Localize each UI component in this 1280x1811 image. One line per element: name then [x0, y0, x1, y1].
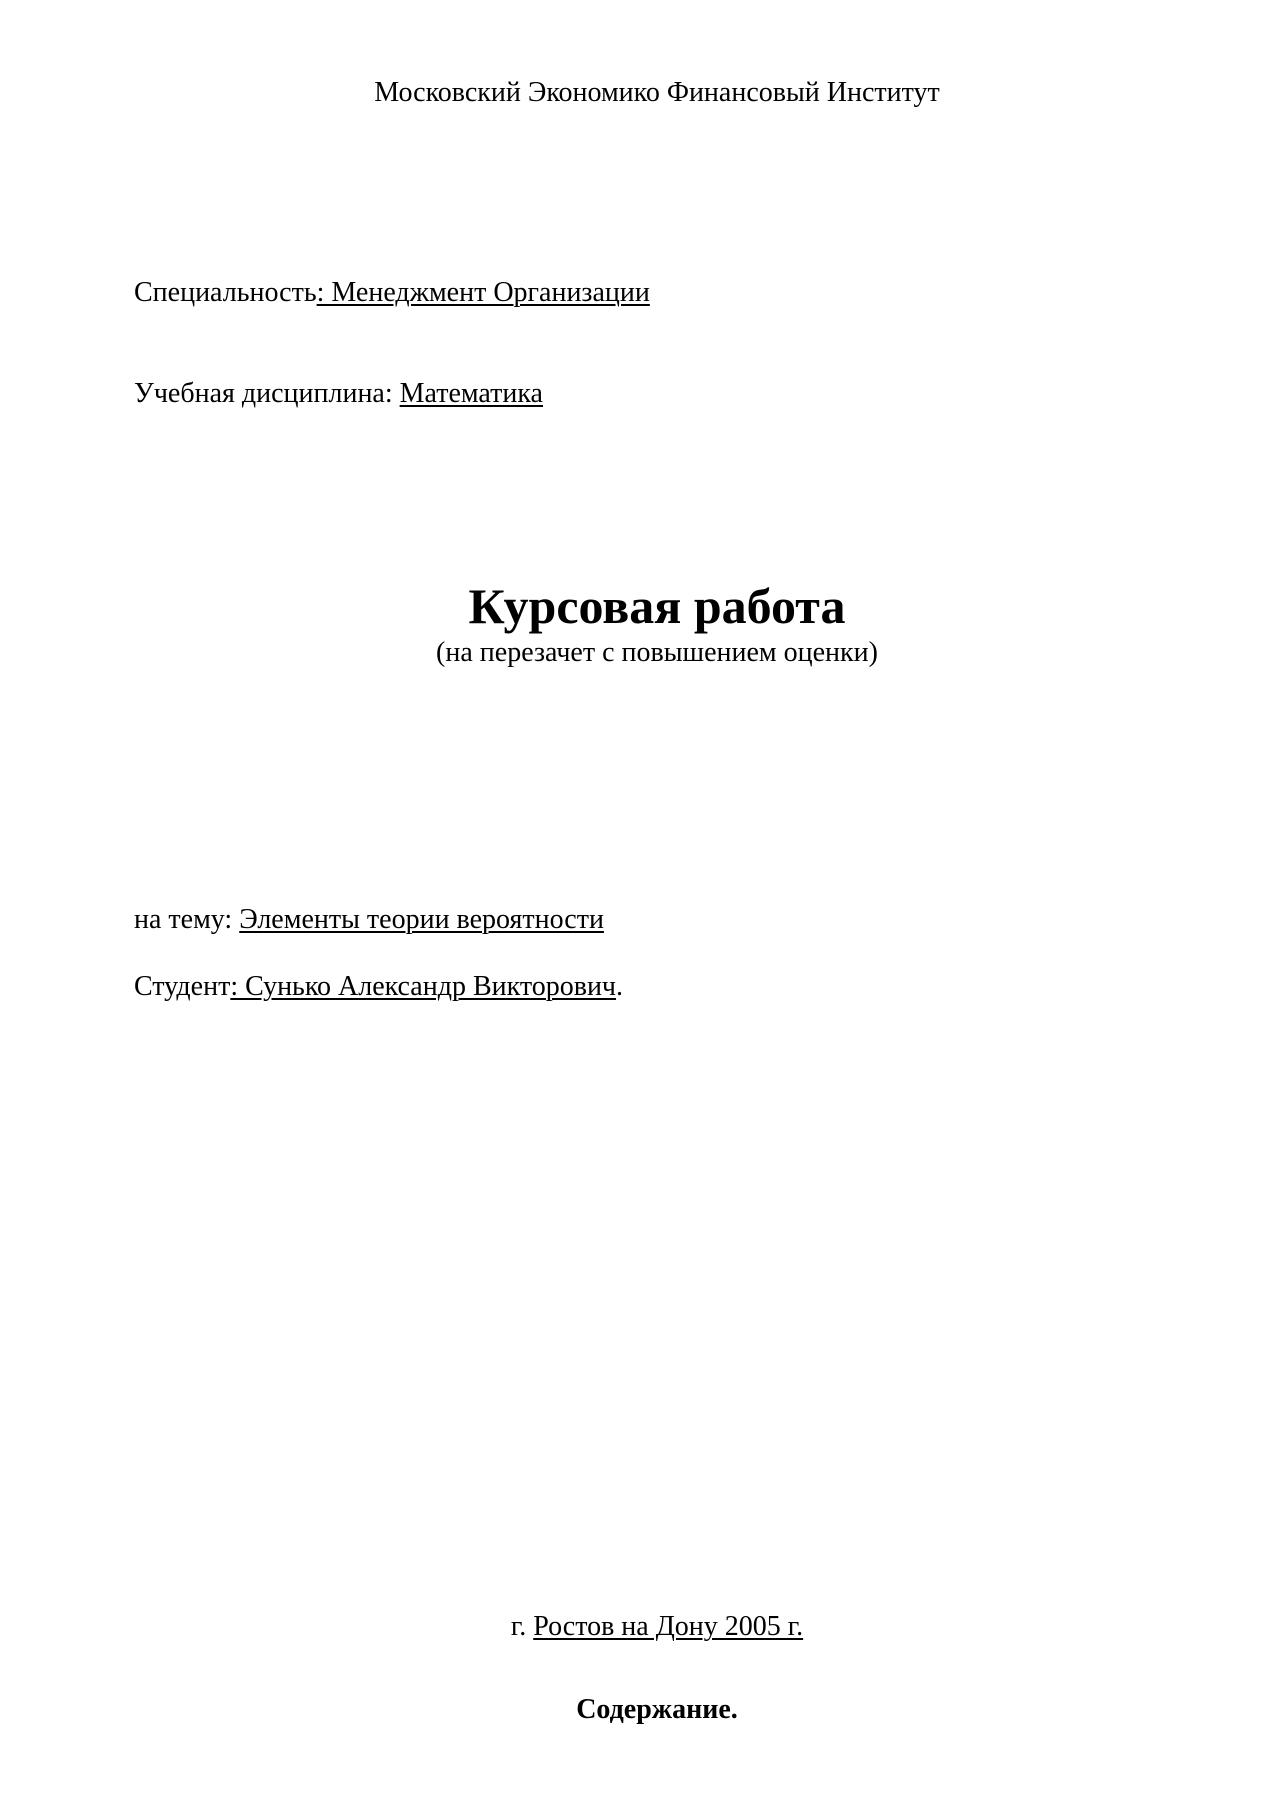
student-label: Студент: [134, 971, 231, 1002]
city-year-line: [0, 1610, 1280, 1644]
city-prefix: г.: [510, 1611, 534, 1642]
specialty-value: : Менеджмент Организации: [316, 277, 650, 308]
topic-value: Элементы теории вероятности: [239, 904, 604, 935]
city-value: Ростов на Дону 2005 г.: [533, 1611, 804, 1642]
student-value: : Сунько Александр Викторович: [230, 971, 617, 1002]
specialty-line: [134, 276, 650, 310]
specialty-label: Специальность: [134, 277, 317, 308]
topic-line: [134, 903, 604, 937]
student-suffix: .: [616, 971, 624, 1002]
topic-label: на тему:: [134, 904, 240, 935]
document-subtitle: (на перезачет с повышением оценки): [436, 637, 878, 668]
document-title: Курсовая работа: [468, 578, 846, 634]
discipline-label: Учебная дисциплина:: [134, 378, 400, 409]
student-line: [134, 970, 623, 1004]
institute-name: [0, 76, 1280, 110]
institute-text: Московский Экономико Финансовый Институт: [374, 77, 940, 108]
discipline-line: [134, 377, 543, 411]
contents-heading: Содержание.: [576, 1694, 738, 1725]
discipline-value: Математика: [399, 378, 543, 409]
